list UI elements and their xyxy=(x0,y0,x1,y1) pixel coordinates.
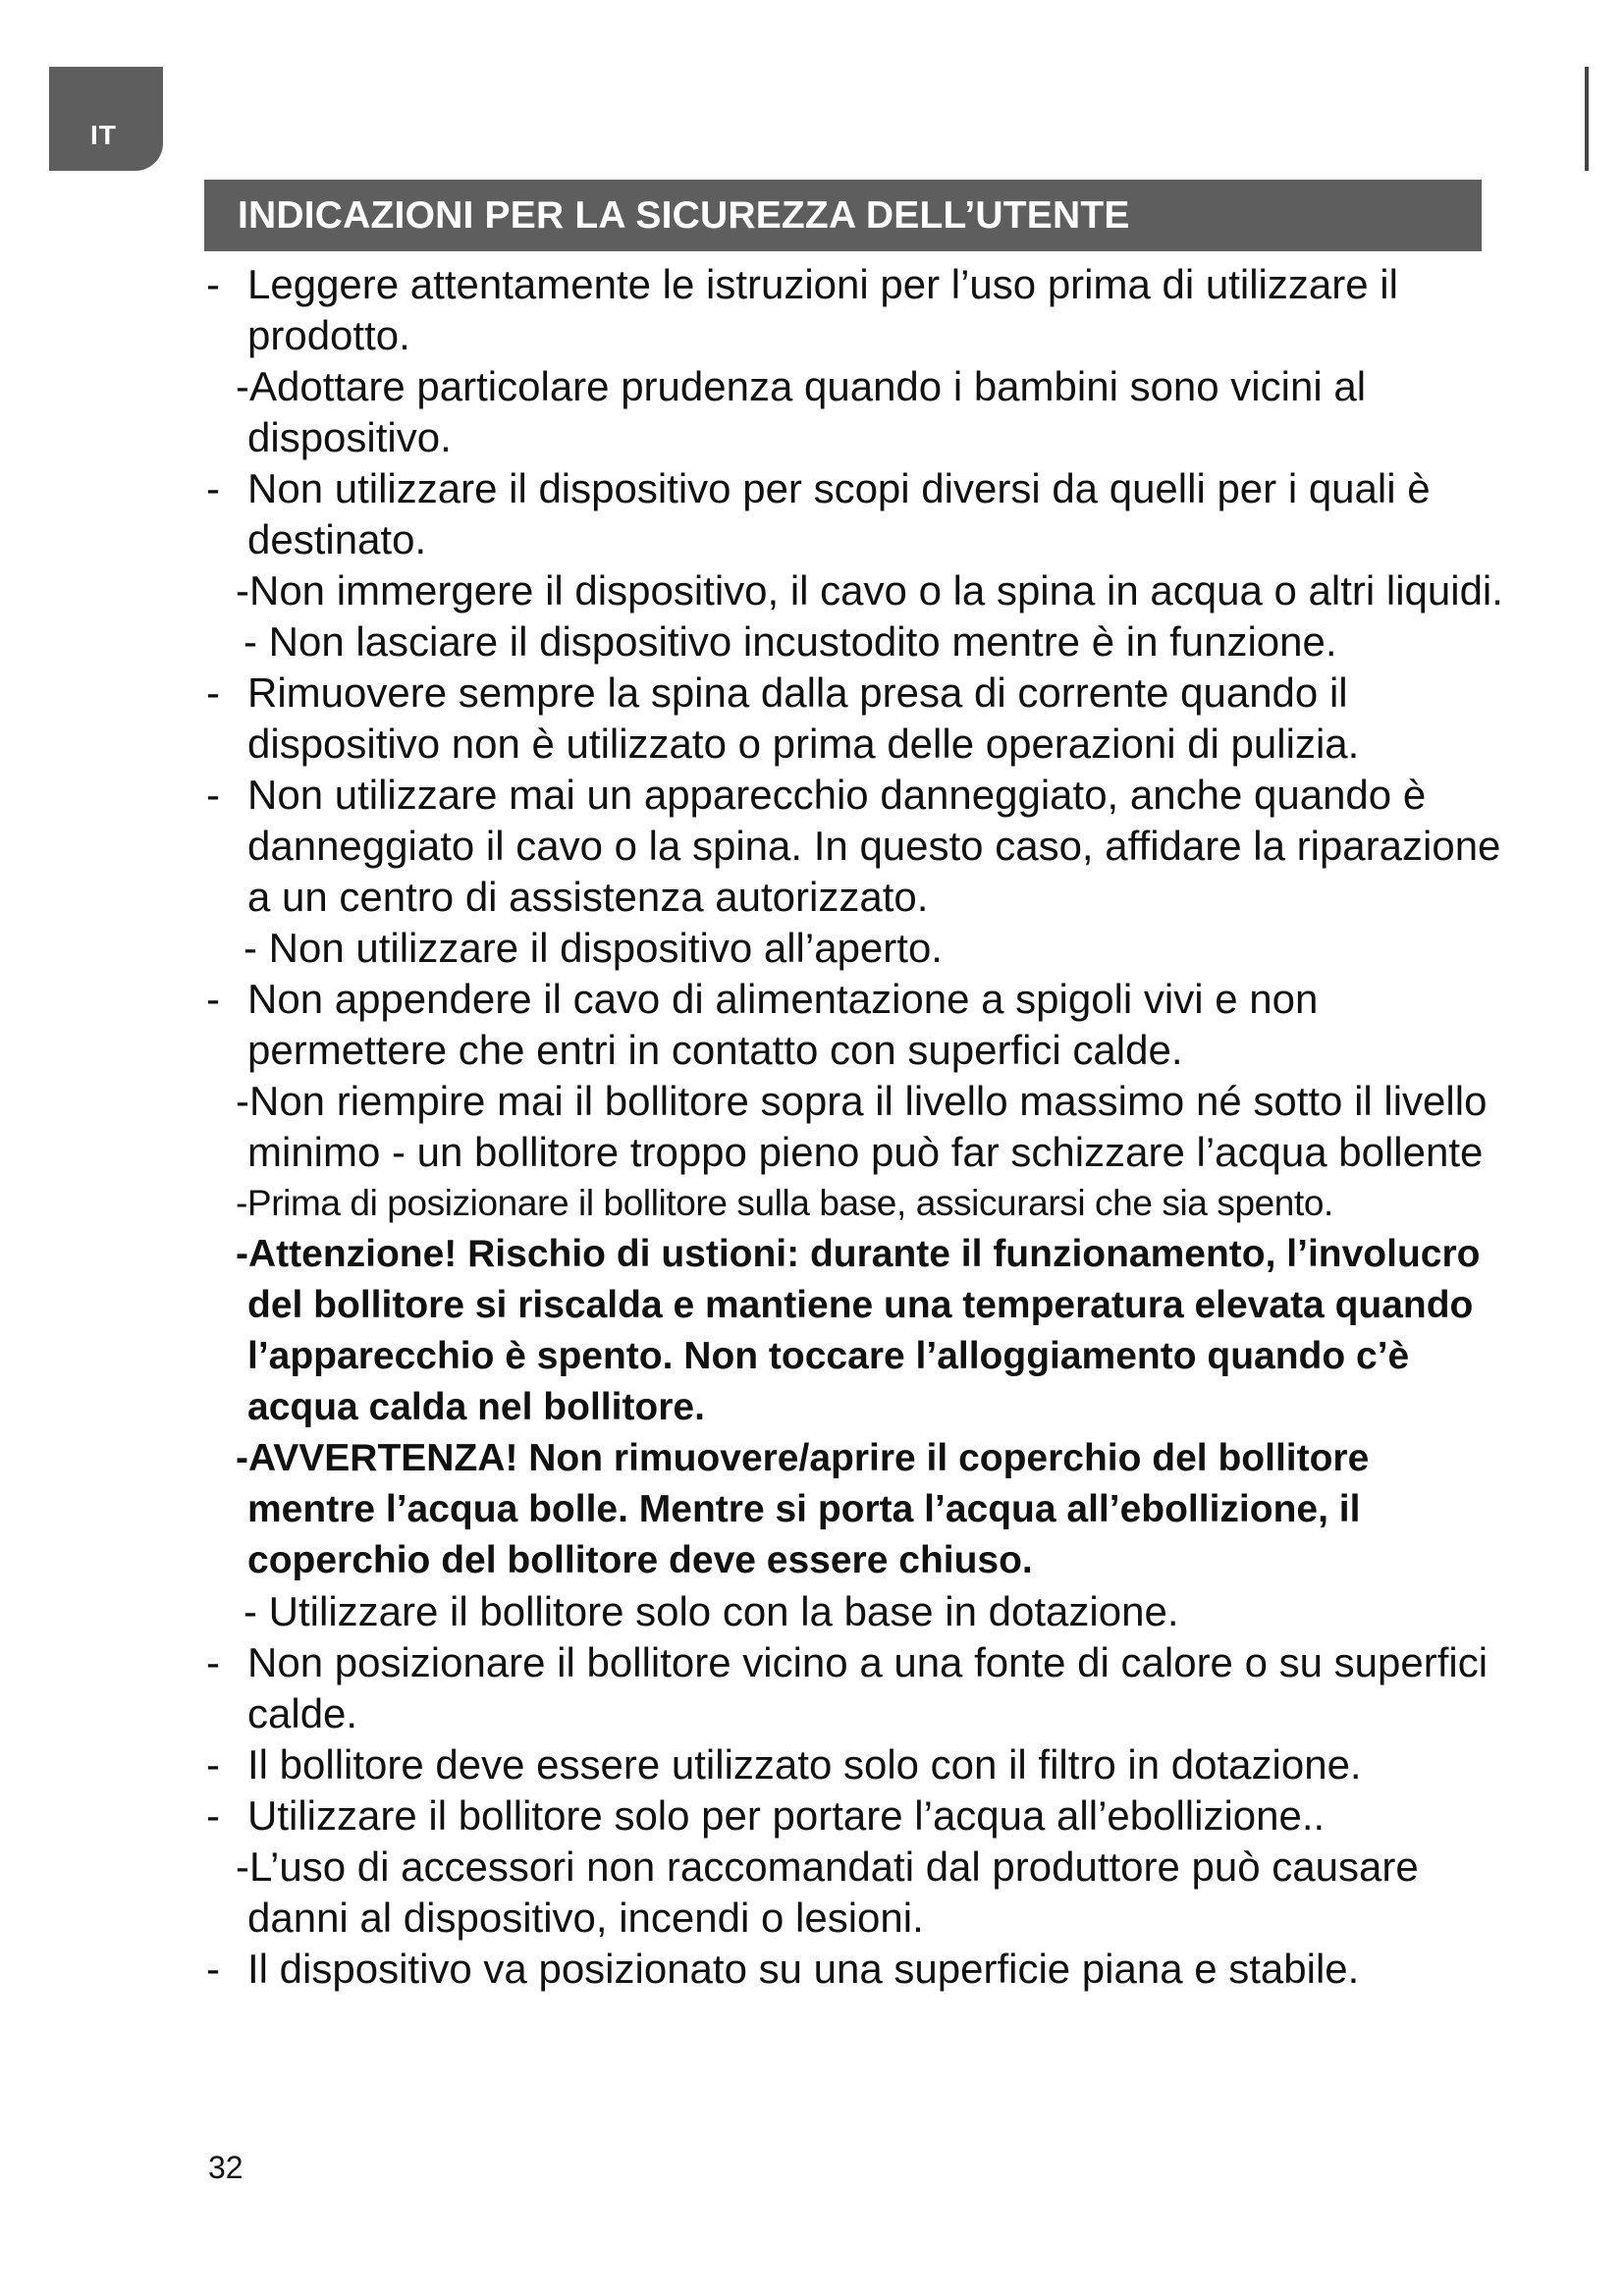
list-item xyxy=(200,974,1506,1076)
list-dash: - xyxy=(206,1946,220,1992)
list-item-text: Rimuovere sempre la spina dalla presa di corrente quando il dispositivo non è utilizzato o prima delle operazioni di pulizia. xyxy=(247,669,1360,767)
list-item-text: -Adottare particolare prudenza quando i bambini sono vicini al dispositivo. xyxy=(236,363,1367,460)
list-item xyxy=(200,565,1506,616)
list-item xyxy=(200,1842,1506,1944)
list-item-text: Il dispositivo va posizionato su una superficie piana e stabile. xyxy=(247,1946,1360,1992)
list-item xyxy=(200,1178,1506,1229)
list-dash: - xyxy=(206,976,220,1022)
list-item-text: - Utilizzare il bollitore solo con la base in dotazione. xyxy=(244,1588,1179,1634)
warning-text: -Attenzione! Rischio di ustioni: durante il funzionamento, l’involucro del bollitore si riscalda e mantiene una temperatura elevata quando l’apparecchio è spento. Non toccare l’alloggiamento quando c’è acqua calda nel bollitore. xyxy=(236,1233,1481,1428)
list-item xyxy=(200,1637,1506,1739)
list-item-text: -Non immergere il dispositivo, il cavo o la spina in acqua o altri liquidi. xyxy=(236,567,1503,614)
list-item-text: Non appendere il cavo di alimentazione a spigoli vivi e non permettere che entri in contatto con superfici calde. xyxy=(247,976,1319,1073)
list-item xyxy=(200,1790,1506,1842)
list-item xyxy=(200,667,1506,770)
language-label: IT xyxy=(90,120,117,150)
warning-text: -AVVERTENZA! Non rimuovere/aprire il coperchio del bollitore mentre l’acqua bolle. Mentre si porta l’acqua all’ebollizione, il coperchio del bollitore deve essere chiuso. xyxy=(236,1437,1370,1581)
list-item-text: -L’uso di accessori non raccomandati dal produttore può causare danni al dispositivo, incendi o lesioni. xyxy=(236,1843,1419,1941)
list-item-text: Non posizionare il bollitore vicino a una fonte di calore o su superfici calde. xyxy=(247,1639,1489,1736)
list-dash: - xyxy=(206,669,220,716)
list-item xyxy=(200,259,1506,361)
list-item xyxy=(200,770,1506,923)
list-item xyxy=(200,616,1506,667)
list-item xyxy=(200,1944,1506,1995)
language-tab xyxy=(49,67,163,171)
safety-list xyxy=(200,259,1506,1995)
list-dash: - xyxy=(206,1741,220,1788)
list-item-text: -Non riempire mai il bollitore sopra il livello massimo né sotto il livello minimo - un bollitore troppo pieno può far schizzare l’acqua bollente xyxy=(236,1078,1488,1175)
list-dash: - xyxy=(206,261,220,307)
list-item xyxy=(200,463,1506,565)
list-item-text: - Non lasciare il dispositivo incustodito mentre è in funzione. xyxy=(244,618,1337,665)
page-number: 32 xyxy=(208,2150,244,2185)
list-item xyxy=(200,1586,1506,1637)
warning-item xyxy=(200,1433,1506,1586)
list-item xyxy=(200,361,1506,463)
list-item-text: Utilizzare il bollitore solo per portare l’acqua all’ebollizione.. xyxy=(247,1792,1326,1839)
list-dash: - xyxy=(206,772,220,818)
list-item-text: Non utilizzare mai un apparecchio danneggiato, anche quando è danneggiato il cavo o la spina. In questo caso, affidare la riparazione a un centro di assistenza autorizzato. xyxy=(247,772,1501,920)
list-item-text: Il bollitore deve essere utilizzato solo con il filtro in dotazione. xyxy=(247,1741,1362,1788)
list-item xyxy=(200,1076,1506,1178)
list-item-text: - Non utilizzare il dispositivo all’aperto. xyxy=(244,925,943,971)
list-item-text: Leggere attentamente le istruzioni per l’uso prima di utilizzare il prodotto. xyxy=(247,261,1398,358)
list-item-text: -Prima di posizionare il bollitore sulla base, assicurarsi che sia spento. xyxy=(236,1183,1333,1223)
section-title: INDICAZIONI PER LA SICUREZZA DELL’UTENTE xyxy=(238,193,1130,237)
list-dash: - xyxy=(206,1639,220,1685)
list-dash: - xyxy=(206,465,220,511)
list-item-text: Non utilizzare il dispositivo per scopi diversi da quelli per i quali è destinato. xyxy=(247,465,1431,562)
crop-mark xyxy=(1585,67,1589,171)
list-dash: - xyxy=(206,1792,220,1839)
list-item xyxy=(200,923,1506,974)
list-item xyxy=(200,1739,1506,1790)
warning-item xyxy=(200,1229,1506,1433)
section-title-bar xyxy=(204,180,1482,251)
